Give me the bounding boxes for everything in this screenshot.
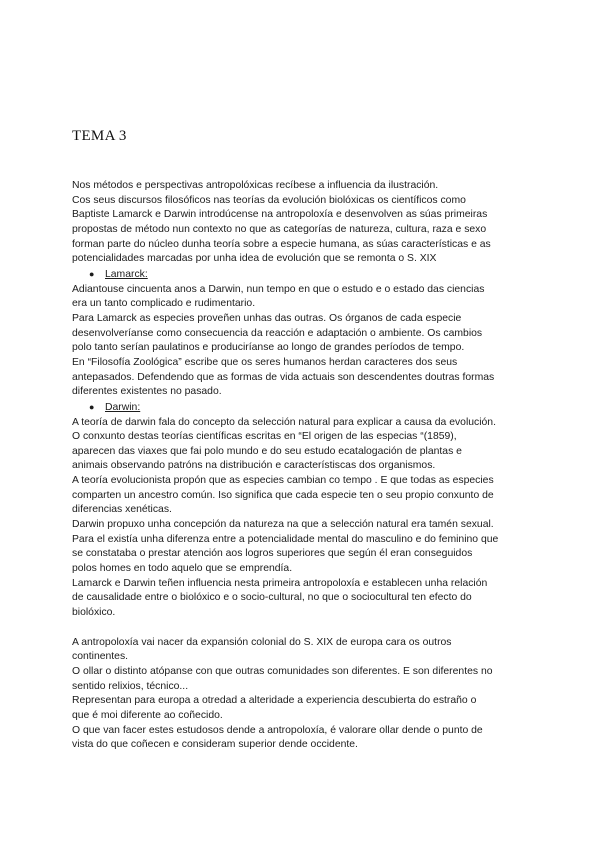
bullet-dot-icon: ● [89,268,95,279]
intro-line: forman parte do núcleo dunha teoría sobre a especie humana, as súas características e as [72,238,491,250]
darwin-line: se constataba o prestar atención aos logros superiores que según él eran conseguidos [72,548,473,560]
closing-line: que é moi diferente ao coñecido. [72,709,223,721]
lamarck-line: polo tanto serían paulatinos e produciríanse ao longo de grandes períodos de tempo. [72,342,465,354]
darwin-line: diferencias xenéticas. [72,504,172,516]
paragraph-gap [72,621,532,636]
lamarck-line: diferentes existentes no pasado. [72,386,222,398]
lamarck-line: Para Lamarck as especies proveñen unhas das outras. Os órganos de cada especie [72,312,462,324]
lamarck-line: Adiantouse cincuenta anos a Darwin, nun tempo en que o estudo e o estado das ciencias [72,283,485,295]
darwin-line: Darwin propuxo unha concepción da natureza na que a selección natural era tamén sexual. [72,519,494,531]
closing-line: A antropoloxía vai nacer da expansión colonial do S. XIX de europa cara os outros [72,636,452,648]
closing-line: sentido relixios, técnico... [72,680,189,692]
lamarck-heading: Lamarck: [105,268,148,280]
page-title: TEMA 3 [72,128,127,144]
lamarck-line: era un tanto complicado e rudimentario. [72,298,256,310]
intro-line: Cos seus discursos filosóficos nas teorías da evolución biolóxicas os científicos como [72,194,466,206]
bullet-lamarck [72,267,532,283]
lamarck-line: En “Filosofía Zoológica” escribe que os seres humanos herdan caracteres dos seus [72,356,458,368]
bullet-darwin [72,400,532,416]
document-body [72,179,532,753]
darwin-line: de causalidade entre o biolóxico e o socio-cultural, no que o sociocultural ten efecto do [72,592,472,604]
darwin-line: Lamarck e Darwin teñen influencia nesta primeira antropoloxía e establecen unha relación [72,577,488,589]
closing-line: continentes. [72,651,129,663]
intro-line: propostas de método nun contexto no que as categorías de natureza, cultura, raza e sexo [72,223,487,235]
darwin-line: aparecen das viaxes que fai polo mundo e do seu estudo ecatalogación de plantas e [72,445,462,457]
darwin-line: animais observando patróns na distribución e característiscas dos organismos. [72,460,436,472]
bullet-dot-icon: ● [89,401,95,412]
closing-line: vista do que coñecen e consideram superior dende occidente. [72,739,358,751]
darwin-heading: Darwin: [105,401,141,413]
darwin-line: biolóxico. [72,607,116,619]
closing-line: O que van facer estes estudosos dende a antropoloxía, é valorare ollar dende o punto de [72,724,483,736]
darwin-line: A teoría de darwin fala do concepto da selección natural para explicar a causa da evolución. [72,416,496,428]
darwin-line: comparten un ancestro común. Iso significa que cada especie ten o seu propio conxunto de [72,489,494,501]
intro-line: Nos métodos e perspectivas antropolóxicas recíbese a influencia da ilustración. [72,180,439,191]
closing-line: O ollar o distinto atópanse con que outras comunidades son diferentes. E son diferentes no [72,666,493,677]
lamarck-line: desenvolveríanse como consecuencia da reacción e adaptación o ambiente. Os cambios [72,327,483,339]
intro-line: Baptiste Lamarck e Darwin introdúcense na antropoloxía e desenvolven as súas primeiras [72,209,488,221]
darwin-line: O conxunto destas teorías científicas escritas en “El origen de las especias “(1859), [72,431,457,443]
intro-line: potencialidades marcadas por unha idea de evolución que se remonta o S. XIX [72,253,437,265]
darwin-line: polos homes en todo aquelo que se emprendía. [72,563,293,575]
closing-line: Representan para europa a otredad a alteridade a experiencia descubierta do estraño o [72,695,477,707]
darwin-line: Para el existía unha diferenza entre a potencialidade mental do masculino e do feminino que [72,533,499,545]
lamarck-line: antepasados. Defendendo que as formas de vida actuais son descendentes doutras formas [72,371,495,383]
darwin-line: A teoría evolucionista propón que as especies cambian co tempo . E que todas as especies [72,475,494,487]
